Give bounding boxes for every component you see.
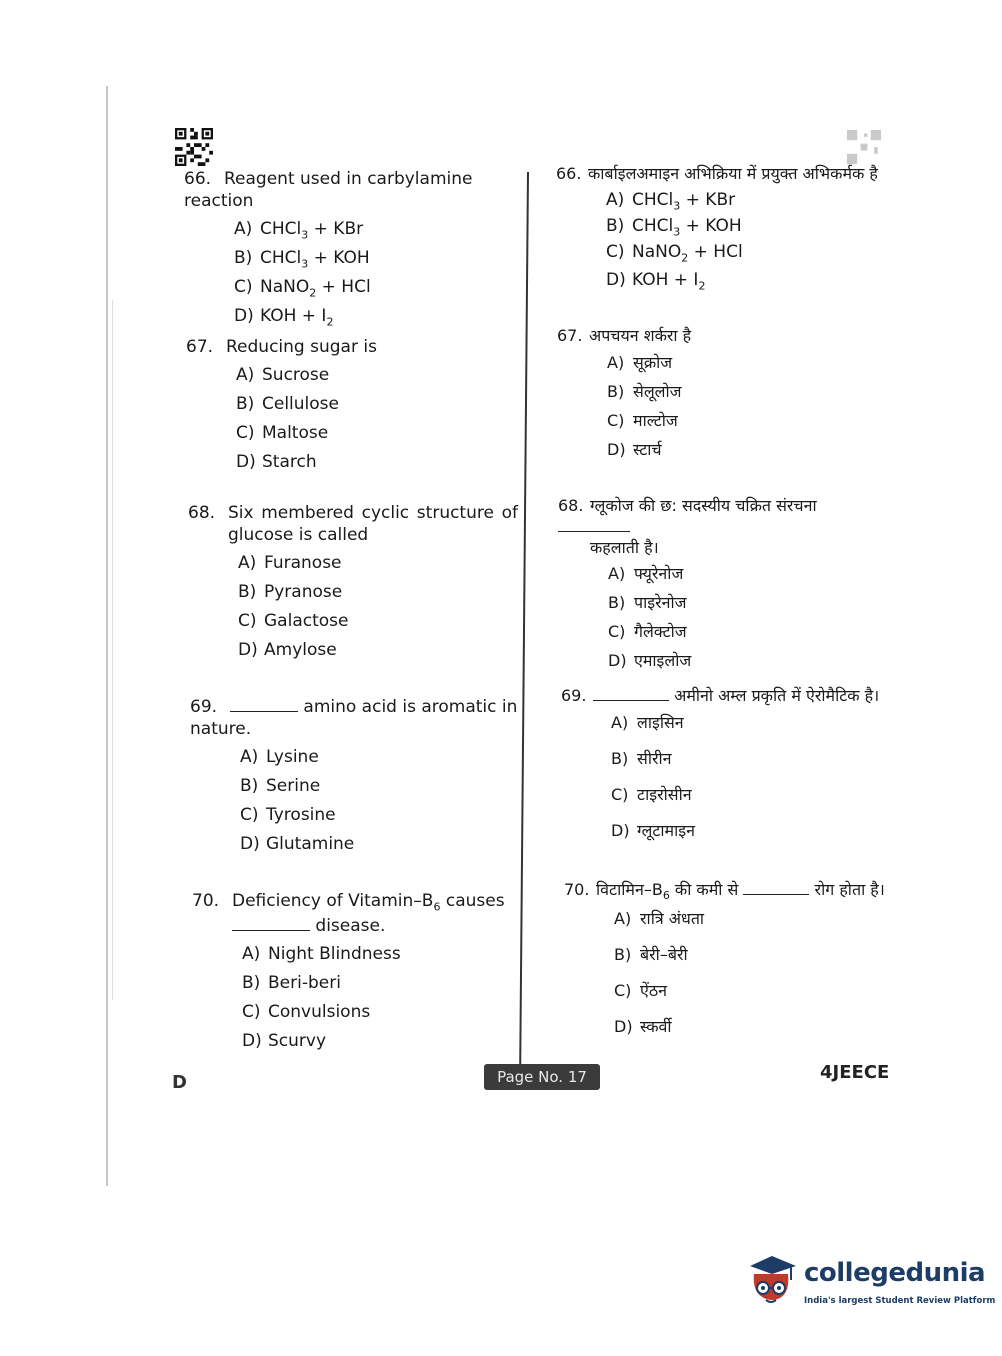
question-68-hi <box>558 496 888 680</box>
option-b: B) Beri-beri <box>242 972 341 993</box>
option-c: C) माल्टोज <box>607 410 678 430</box>
options-list <box>606 189 896 297</box>
option-a: A) Night Blindness <box>242 943 401 964</box>
answer-blank <box>558 529 630 532</box>
qr-code-icon <box>174 128 214 166</box>
question-number: 66. <box>556 164 582 183</box>
set-code: D <box>172 1072 187 1093</box>
scan-edge-line <box>106 86 108 1186</box>
option-a: A) लाइसिन <box>611 712 684 732</box>
scan-edge-line <box>112 300 113 1000</box>
answer-blank <box>593 698 669 701</box>
brand-tagline: India's largest Student Review Platform <box>804 1296 996 1306</box>
question-70-en <box>192 890 522 1059</box>
option-b: B) Pyranose <box>238 582 343 603</box>
option-d: D) Scurvy <box>242 1030 327 1051</box>
question-number: 69. <box>561 686 587 705</box>
option-c: C) NaNO$_2$ + HCl <box>234 277 371 300</box>
option-b: B) CHCl$_3$ + KOH <box>234 248 370 271</box>
option-b: B) Serine <box>240 776 321 797</box>
graduate-mascot-icon <box>742 1252 800 1310</box>
option-d: D) स्टार्च <box>607 439 662 459</box>
options-list <box>238 552 518 668</box>
question-number: 67. <box>186 337 214 357</box>
option-d: D) स्कर्वी <box>614 1017 672 1037</box>
question-text: अपचयन शर्करा है <box>589 326 692 345</box>
option-a: A) CHCl$_3$ + KBr <box>234 219 364 242</box>
option-a: A) Sucrose <box>236 365 330 386</box>
question-number: 70. <box>564 880 590 899</box>
question-69-en <box>190 696 520 862</box>
question-number: 66. <box>184 169 212 189</box>
options-list <box>242 943 522 1059</box>
option-d: D) Glutamine <box>240 834 355 855</box>
question-text: Deficiency of Vitamin–$B_6$ causes <box>232 891 505 914</box>
question-number: 68. <box>188 503 216 523</box>
options-list <box>234 218 519 334</box>
question-number: 69. <box>190 697 218 717</box>
option-a: A) CHCl$_3$ + KBr <box>606 189 736 213</box>
page-number-badge: Page No. 17 <box>484 1064 600 1090</box>
option-c: C) टाइरोसीन <box>611 784 692 804</box>
option-b: B) पाइरेनोज <box>608 593 687 613</box>
exam-code: 4JEECE <box>820 1062 890 1083</box>
question-69-hi <box>561 686 891 857</box>
option-c: C) Convulsions <box>242 1001 371 1022</box>
options-list <box>608 564 888 680</box>
question-number: 67. <box>557 326 583 345</box>
question-text: कार्बाइलअमाइन अभिक्रिया में प्रयुक्त अभिकर्मक है <box>588 164 878 183</box>
question-number: 70. <box>192 891 220 911</box>
options-list <box>611 713 891 857</box>
option-c: C) NaNO$_2$ + HCl <box>606 241 743 265</box>
question-text: अमीनो अम्ल प्रकृति में ऐरोमैटिक है। <box>674 686 880 705</box>
answer-blank <box>232 928 310 931</box>
option-a: A) Furanose <box>238 553 342 574</box>
option-a: A) Lysine <box>240 747 319 768</box>
question-68-en <box>188 502 518 668</box>
option-c: C) गैलेक्टोज <box>608 622 687 642</box>
question-text: disease. <box>315 915 386 936</box>
option-d: D) Amylose <box>238 640 337 661</box>
question-67-hi <box>557 326 887 469</box>
option-d: D) एमाइलोज <box>608 651 692 671</box>
option-b: B) बेरी–बेरी <box>614 945 688 965</box>
option-a: A) सूक्रोज <box>607 352 673 372</box>
question-text: Reducing sugar is <box>226 337 377 357</box>
question-66-en <box>184 168 519 334</box>
question-66-hi <box>556 164 896 297</box>
option-d: D) ग्लूटामाइन <box>611 820 696 840</box>
option-c: C) Tyrosine <box>240 805 336 826</box>
option-d: D) KOH + $I_2$ <box>234 306 334 329</box>
option-b: B) Cellulose <box>236 394 339 415</box>
option-c: C) Maltose <box>236 423 329 444</box>
option-c: C) ऐंठन <box>614 981 668 1001</box>
answer-blank <box>230 709 298 712</box>
collegedunia-logo <box>742 1250 996 1314</box>
question-67-en <box>186 336 521 480</box>
option-b: B) सीरीन <box>611 748 672 768</box>
question-text: ग्लूकोज की छ: सदस्यीय चक्रित संरचना <box>590 496 817 515</box>
options-list <box>236 364 521 480</box>
question-70-hi <box>564 880 894 1053</box>
option-b: B) CHCl$_3$ + KOH <box>606 215 742 239</box>
question-number: 68. <box>558 496 584 515</box>
options-list <box>607 353 887 469</box>
question-text: Reagent used in carbylamine reaction <box>184 169 473 212</box>
question-text: कहलाती है। <box>590 537 659 557</box>
options-list <box>240 746 520 862</box>
option-a: A) रात्रि अंधता <box>614 909 705 929</box>
question-text: Six membered cyclic structure of glucose is called <box>228 503 518 546</box>
option-d: D) Starch <box>236 452 317 473</box>
option-a: A) फ्यूरेनोज <box>608 564 684 584</box>
option-c: C) Galactose <box>238 611 349 632</box>
question-text: $विटामिन-B_6$ की कमी से <box>596 880 739 903</box>
answer-blank <box>743 892 809 895</box>
brand-name: collegedunia <box>804 1258 986 1288</box>
option-d: D) KOH + $I_2$ <box>606 269 706 293</box>
options-list <box>614 909 894 1053</box>
option-b: B) सेलूलोज <box>607 381 682 401</box>
question-text: रोग होता है। <box>814 880 885 899</box>
question-text: amino acid is aromatic in nature. <box>190 697 518 740</box>
qr-code-icon <box>846 130 882 164</box>
